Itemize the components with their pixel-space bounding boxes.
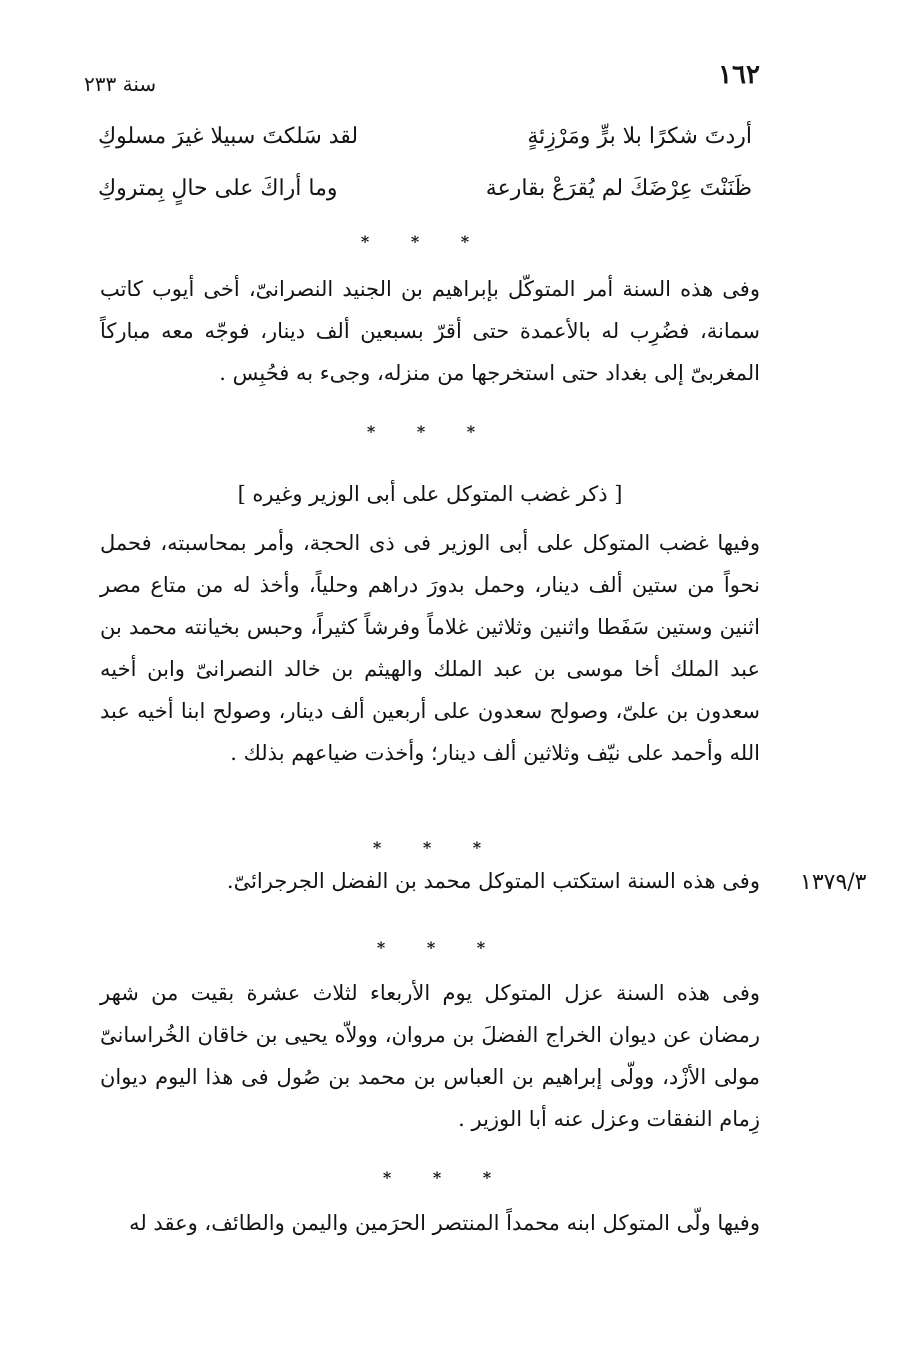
section-separator: * * *	[372, 838, 500, 857]
section-separator: * * *	[382, 1168, 510, 1187]
verse-2-second-hemistich: وما أراكَ على حالٍ بِمتروكِ	[98, 176, 338, 201]
running-header-year: سنة ٢٣٣	[84, 72, 157, 96]
verse-1-second-hemistich: لقد سَلكتَ سبيلا غيرَ مسلوكِ	[98, 124, 359, 149]
paragraph-al-fadl-ibn-marwan: وفى هذه السنة عزل المتوكل يوم الأربعاء لثلاث عشرة بقيت من شهر رمضان عن ديوان الخراج الفضلَ بن مروان، وولاّه يحيى بن خاقان الخُراسانىّ مولى الأزْد، وولّى إبراهيم بن العباس بن محمد بن صُول فى هذا اليوم ديوان زِمام النفقات وعزل عنه أبا الوزير .	[100, 981, 760, 1131]
page-number: ١٦٢	[718, 60, 760, 90]
section-separator: * * *	[366, 422, 494, 441]
paragraph-al-jarjarai: وفى هذه السنة استكتب المتوكل محمد بن الفضل الجرجرائىّ.	[226, 869, 760, 893]
verse-1-first-hemistich: أردتَ شكرًا بلا برٍّ ومَرْزِئةٍ	[527, 124, 752, 149]
paragraph-ibrahim-ibn-al-junayd: وفى هذه السنة أمر المتوكّل بإبراهيم بن الجنيد النصرانىّ، أخى أيوب كاتب سمانة، فضُرِب له بالأعمدة حتى أقرّ بسبعين ألف دينار، فوجّه معه مباركاً المغربىّ إلى بغداد حتى استخرجها من منزله، وجىء به فحُبِس .	[100, 277, 760, 385]
section-separator: * * *	[376, 938, 504, 957]
paragraph-abu-al-wazir: وفيها غضب المتوكل على أبى الوزير فى ذى الحجة، وأمر بمحاسبته، فحمل نحواً من ستين ألف دينار، وحمل بدورَ دراهم وحلياً، وأخذ له من متاع مصر اثنين وستين سَفَطا واثنين وثلاثين غلاماً وفرشاً كثيراً، وحبس بخيانته محمد بن عبد الملك أخا موسى بن عبد الملك والهيثم بن خالد النصرانىّ وابن أخيه سعدون بن علىّ، وصولح سعدون على أربعين ألف دينار، وصولح ابنا أخيه عبد الله وأحمد على نيّف وثلاثين ألف دينار؛ وأخذت ضياعهم بذلك .	[100, 531, 760, 765]
section-separator: * * *	[360, 232, 488, 251]
paragraph-al-muntasir: وفيها ولّى المتوكل ابنه محمداً المنتصر الحرَمين واليمن والطائف، وعقد له	[129, 1211, 760, 1235]
margin-reference-number: ١٣٧٩/٣	[800, 870, 867, 895]
verse-2-first-hemistich: ظَنَنْتَ عِرْضَكَ لم يُقرَعْ بقارعة	[485, 176, 752, 201]
section-heading: [ ذكر غضب المتوكل على أبى الوزير وغيره ]	[237, 482, 623, 506]
